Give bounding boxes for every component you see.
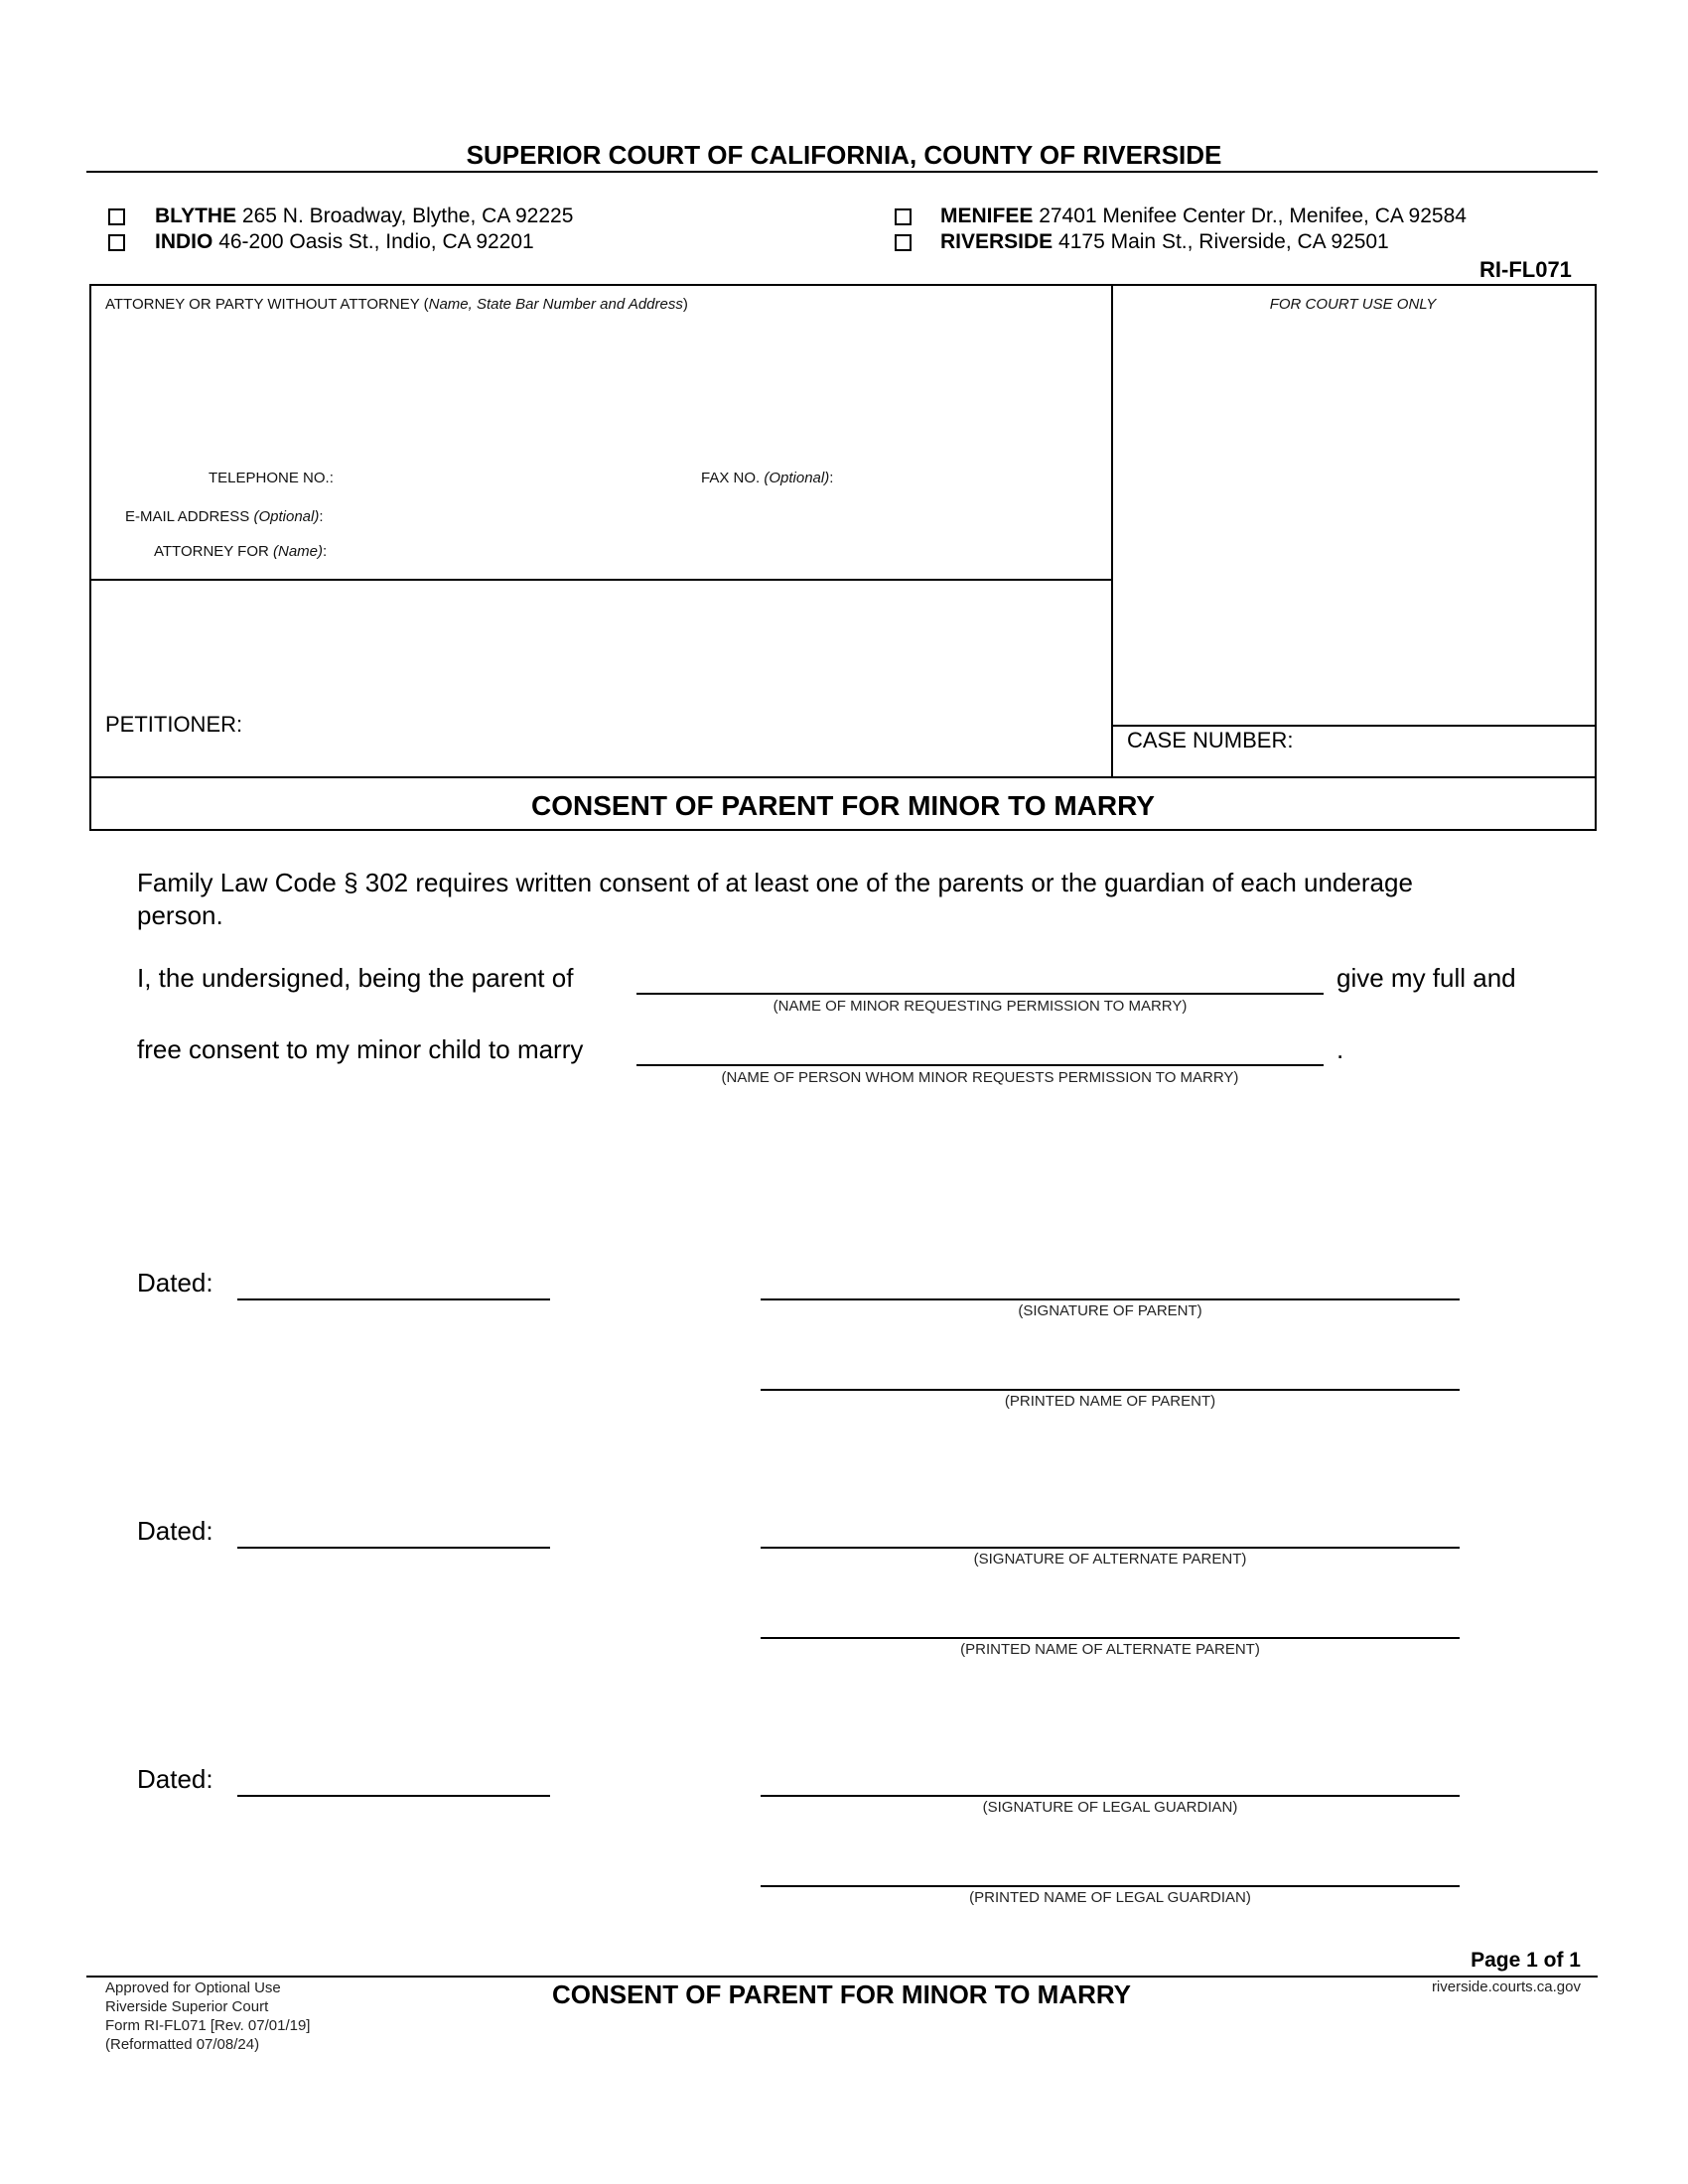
date-line[interactable]: [237, 1795, 550, 1797]
form-id: RI-FL071: [1479, 257, 1572, 282]
approval-line: Approved for Optional Use: [105, 1979, 281, 1996]
printed-name-line[interactable]: [761, 1389, 1460, 1391]
title-bottom-border: [89, 829, 1597, 831]
signature-line[interactable]: [761, 1795, 1460, 1797]
approval-line: (Reformatted 07/08/24): [105, 2036, 260, 2053]
consent-suffix: give my full and: [1336, 963, 1516, 993]
page-number: Page 1 of 1: [1471, 1949, 1581, 1972]
court-title: SUPERIOR COURT OF CALIFORNIA, COUNTY OF RIVERSIDE: [466, 140, 1222, 170]
telephone-label: TELEPHONE NO.:: [209, 470, 334, 486]
court-use-bottom-border: [1111, 725, 1597, 727]
dated-label: Dated:: [137, 1516, 213, 1546]
location-blythe: BLYTHE 265 N. Broadway, Blythe, CA 92225: [155, 205, 574, 227]
marry-suffix: .: [1336, 1034, 1344, 1064]
attorney-label: ATTORNEY OR PARTY WITHOUT ATTORNEY (Name, State Bar Number and Address): [105, 296, 688, 313]
checkbox-menifee[interactable]: [895, 208, 912, 225]
signature-caption: (SIGNATURE OF PARENT): [1018, 1302, 1202, 1319]
approval-block: [105, 1979, 310, 2054]
signature-line[interactable]: [761, 1547, 1460, 1549]
form-title: CONSENT OF PARENT FOR MINOR TO MARRY: [531, 790, 1155, 821]
case-number-label: CASE NUMBER:: [1127, 728, 1294, 752]
printed-name-line[interactable]: [761, 1885, 1460, 1887]
attorney-bottom-border: [89, 579, 1112, 581]
printed-name-caption: (PRINTED NAME OF ALTERNATE PARENT): [960, 1641, 1260, 1658]
signature-caption: (SIGNATURE OF ALTERNATE PARENT): [973, 1551, 1247, 1568]
checkbox-indio[interactable]: [108, 234, 125, 251]
approval-line: Riverside Superior Court: [105, 1998, 269, 2015]
minor-name-caption: (NAME OF MINOR REQUESTING PERMISSION TO MARRY): [773, 998, 1188, 1015]
title-top-border: [89, 776, 1597, 778]
checkbox-riverside[interactable]: [895, 234, 912, 251]
signature-caption: (SIGNATURE OF LEGAL GUARDIAN): [982, 1799, 1238, 1816]
intro-line-2: person.: [137, 900, 223, 930]
caption-middle-border: [1111, 284, 1113, 778]
printed-name-caption: (PRINTED NAME OF LEGAL GUARDIAN): [969, 1889, 1251, 1906]
header-rule: [86, 171, 1598, 173]
location-riverside: RIVERSIDE 4175 Main St., Riverside, CA 92501: [940, 230, 1389, 253]
date-line[interactable]: [237, 1298, 550, 1300]
caption-right-border: [1595, 284, 1597, 830]
attorney-for-label: ATTORNEY FOR (Name):: [154, 543, 328, 560]
printed-name-caption: (PRINTED NAME OF PARENT): [1004, 1393, 1216, 1410]
person-name-line[interactable]: [636, 1064, 1324, 1066]
footer-title: CONSENT OF PARENT FOR MINOR TO MARRY: [551, 1979, 1132, 2009]
location-menifee: MENIFEE 27401 Menifee Center Dr., Menifee, CA 92584: [940, 205, 1467, 227]
printed-name-line[interactable]: [761, 1637, 1460, 1639]
marry-prefix: free consent to my minor child to marry: [137, 1034, 584, 1064]
court-use-only-label: FOR COURT USE ONLY: [1269, 296, 1437, 313]
person-name-caption: (NAME OF PERSON WHOM MINOR REQUESTS PERMISSION TO MARRY): [721, 1069, 1239, 1086]
fax-label: FAX NO. (Optional):: [701, 470, 834, 486]
location-indio: INDIO 46-200 Oasis St., Indio, CA 92201: [155, 230, 534, 253]
minor-name-line[interactable]: [636, 993, 1324, 995]
consent-prefix: I, the undersigned, being the parent of: [137, 963, 574, 993]
signature-line[interactable]: [761, 1298, 1460, 1300]
footer-rule: [86, 1976, 1598, 1978]
petitioner-label: PETITIONER:: [105, 712, 243, 737]
checkbox-blythe[interactable]: [108, 208, 125, 225]
intro-line-1: Family Law Code § 302 requires written consent of at least one of the parents or the guardian of each underage: [137, 868, 1413, 897]
website: riverside.courts.ca.gov: [1431, 1979, 1581, 1995]
dated-label: Dated:: [137, 1764, 213, 1794]
caption-top-border: [89, 284, 1597, 286]
date-line[interactable]: [237, 1547, 550, 1549]
email-label: E-MAIL ADDRESS (Optional):: [125, 508, 324, 525]
caption-left-border: [89, 284, 91, 830]
dated-label: Dated:: [137, 1268, 213, 1297]
approval-line: Form RI-FL071 [Rev. 07/01/19]: [105, 2017, 311, 2034]
